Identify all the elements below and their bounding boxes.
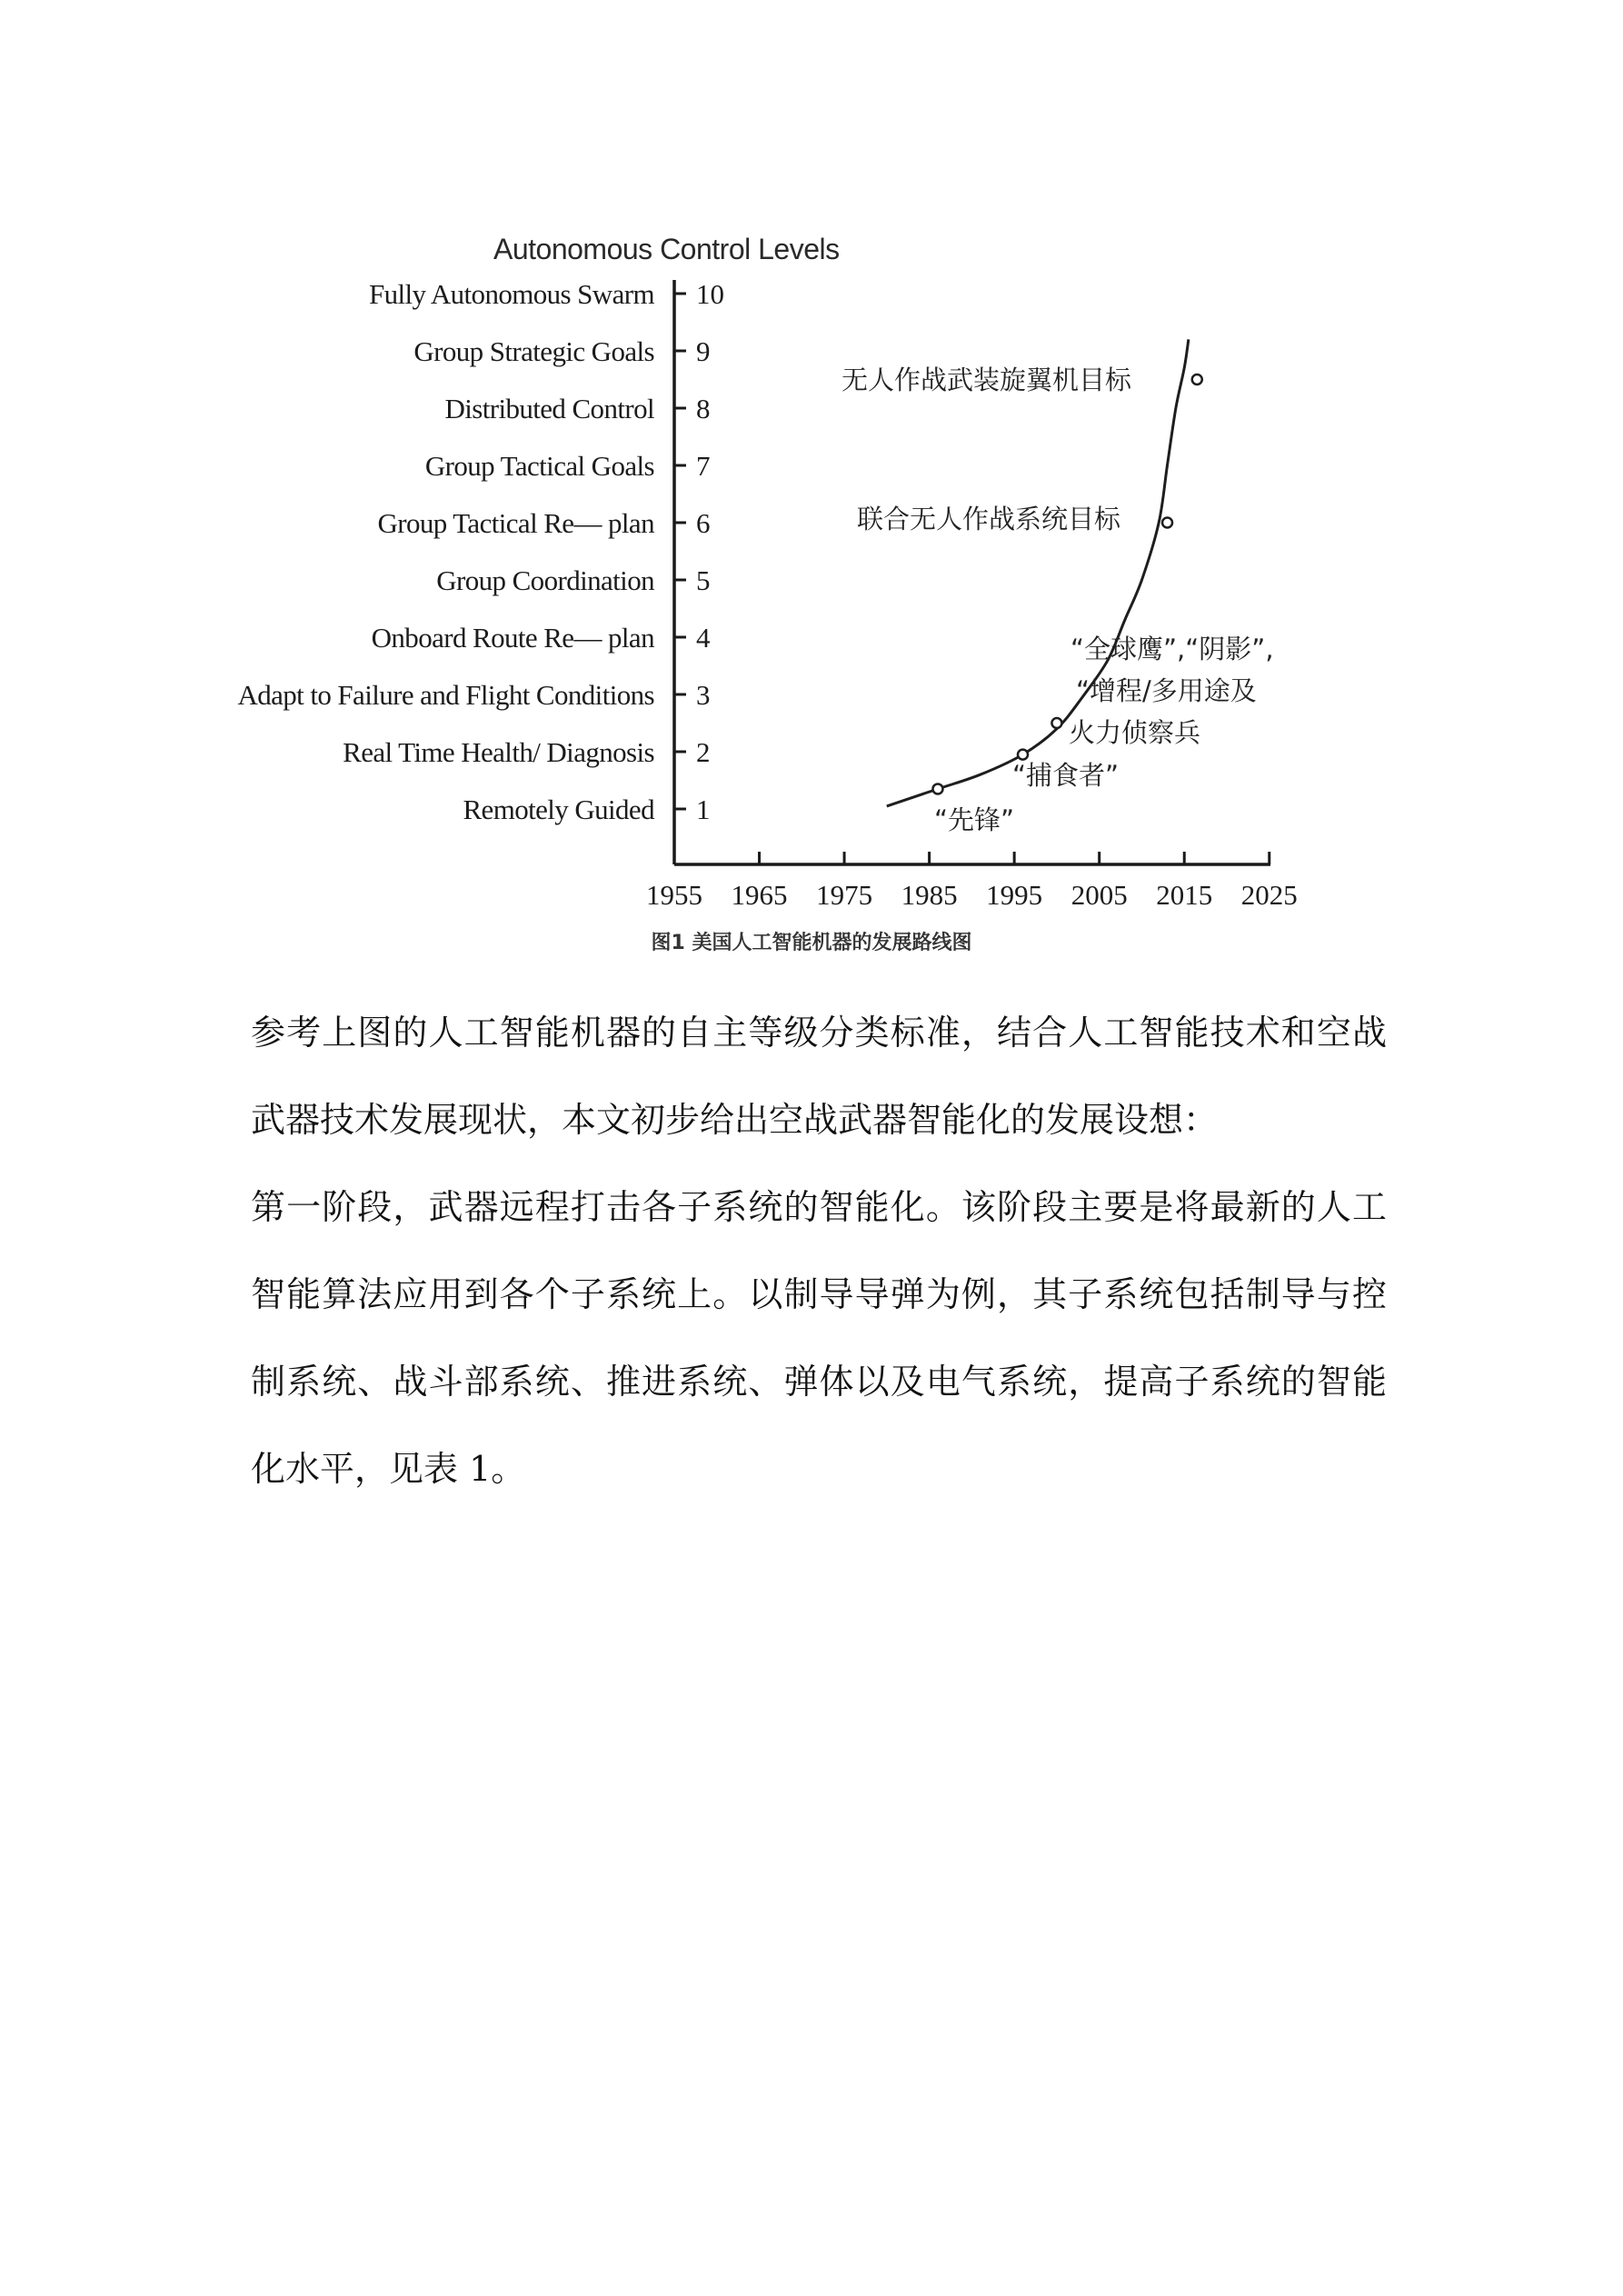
y-tick-label-8: Distributed Control <box>444 393 654 424</box>
y-tick-number-10: 10 <box>696 278 724 310</box>
x-tick-label-1955: 1955 <box>646 879 702 911</box>
milestone-label-2: “捕食者” <box>1012 760 1120 791</box>
x-tick-label-1985: 1985 <box>901 879 958 911</box>
y-tick-label-9: Group Strategic Goals <box>413 335 654 367</box>
y-tick-number-1: 1 <box>696 794 711 825</box>
milestone-point-3 <box>1051 718 1061 728</box>
milestone-label-1: “先锋” <box>934 804 1015 835</box>
x-tick-label-1995: 1995 <box>986 879 1043 911</box>
x-tick-label-1965: 1965 <box>731 879 788 911</box>
milestone-label-3-line-1: “全球鹰”,“阴影”, <box>1070 634 1274 664</box>
y-tick-number-8: 8 <box>696 393 711 424</box>
x-tick-label-1975: 1975 <box>816 879 873 911</box>
y-tick-number-9: 9 <box>696 335 711 367</box>
milestone-annotations <box>841 364 1274 835</box>
milestone-label-3-line-3: 火力侦察兵 <box>1069 717 1201 748</box>
y-tick-label-2: Real Time Health/ Diagnosis <box>343 736 654 768</box>
y-tick-number-5: 5 <box>696 564 711 596</box>
y-tick-label-10: Fully Autonomous Swarm <box>368 278 654 310</box>
y-tick-label-1: Remotely Guided <box>463 794 654 825</box>
y-tick-number-7: 7 <box>696 450 711 482</box>
paragraph-stage-one: 第一阶段，武器远程打击各子系统的智能化。该阶段主要是将最新的人工智能算法应用到各个子系统上。以制导导弹为例，其子系统包括制导与控制系统、战斗部系统、推进系统、弹体以及电气系统，提高子系统的智能化水平，见表 1。 <box>251 1187 1387 1489</box>
figure-caption: 图1 美国人工智能机器的发展路线图 <box>651 932 972 954</box>
x-tick-label-2015: 2015 <box>1156 879 1213 911</box>
milestone-label-3-line-2: “增程/多用途及 <box>1076 675 1257 706</box>
y-tick-label-7: Group Tactical Goals <box>424 450 654 482</box>
milestone-label-5: 无人作战武装旋翼机目标 <box>841 364 1132 395</box>
x-axis-ticks <box>646 852 1298 911</box>
x-tick-label-2025: 2025 <box>1240 879 1298 911</box>
y-tick-label-3: Adapt to Failure and Flight Conditions <box>237 679 654 711</box>
y-axis-ticks <box>237 278 724 825</box>
y-tick-number-2: 2 <box>696 736 711 768</box>
y-tick-number-6: 6 <box>696 507 711 539</box>
body-text <box>251 989 1387 1512</box>
milestone-point-5 <box>1192 374 1202 384</box>
autonomy-roadmap-chart <box>0 0 1623 927</box>
y-tick-number-4: 4 <box>696 622 711 654</box>
milestone-point-4 <box>1162 518 1172 528</box>
y-tick-label-6: Group Tactical Re— plan <box>377 507 654 539</box>
milestone-label-4: 联合无人作战系统目标 <box>857 504 1121 534</box>
y-tick-label-4: Onboard Route Re— plan <box>371 622 654 654</box>
milestone-point-2 <box>1018 750 1028 760</box>
x-tick-label-2005: 2005 <box>1070 879 1128 911</box>
y-tick-number-3: 3 <box>696 679 711 711</box>
chart-title: Autonomous Control Levels <box>493 233 840 265</box>
paragraph-intro: 参考上图的人工智能机器的自主等级分类标准，结合人工智能技术和空战武器技术发展现状，本文初步给出空战武器智能化的发展设想： <box>251 1013 1387 1140</box>
y-tick-label-5: Group Coordination <box>436 564 654 596</box>
milestone-point-1 <box>932 784 942 794</box>
